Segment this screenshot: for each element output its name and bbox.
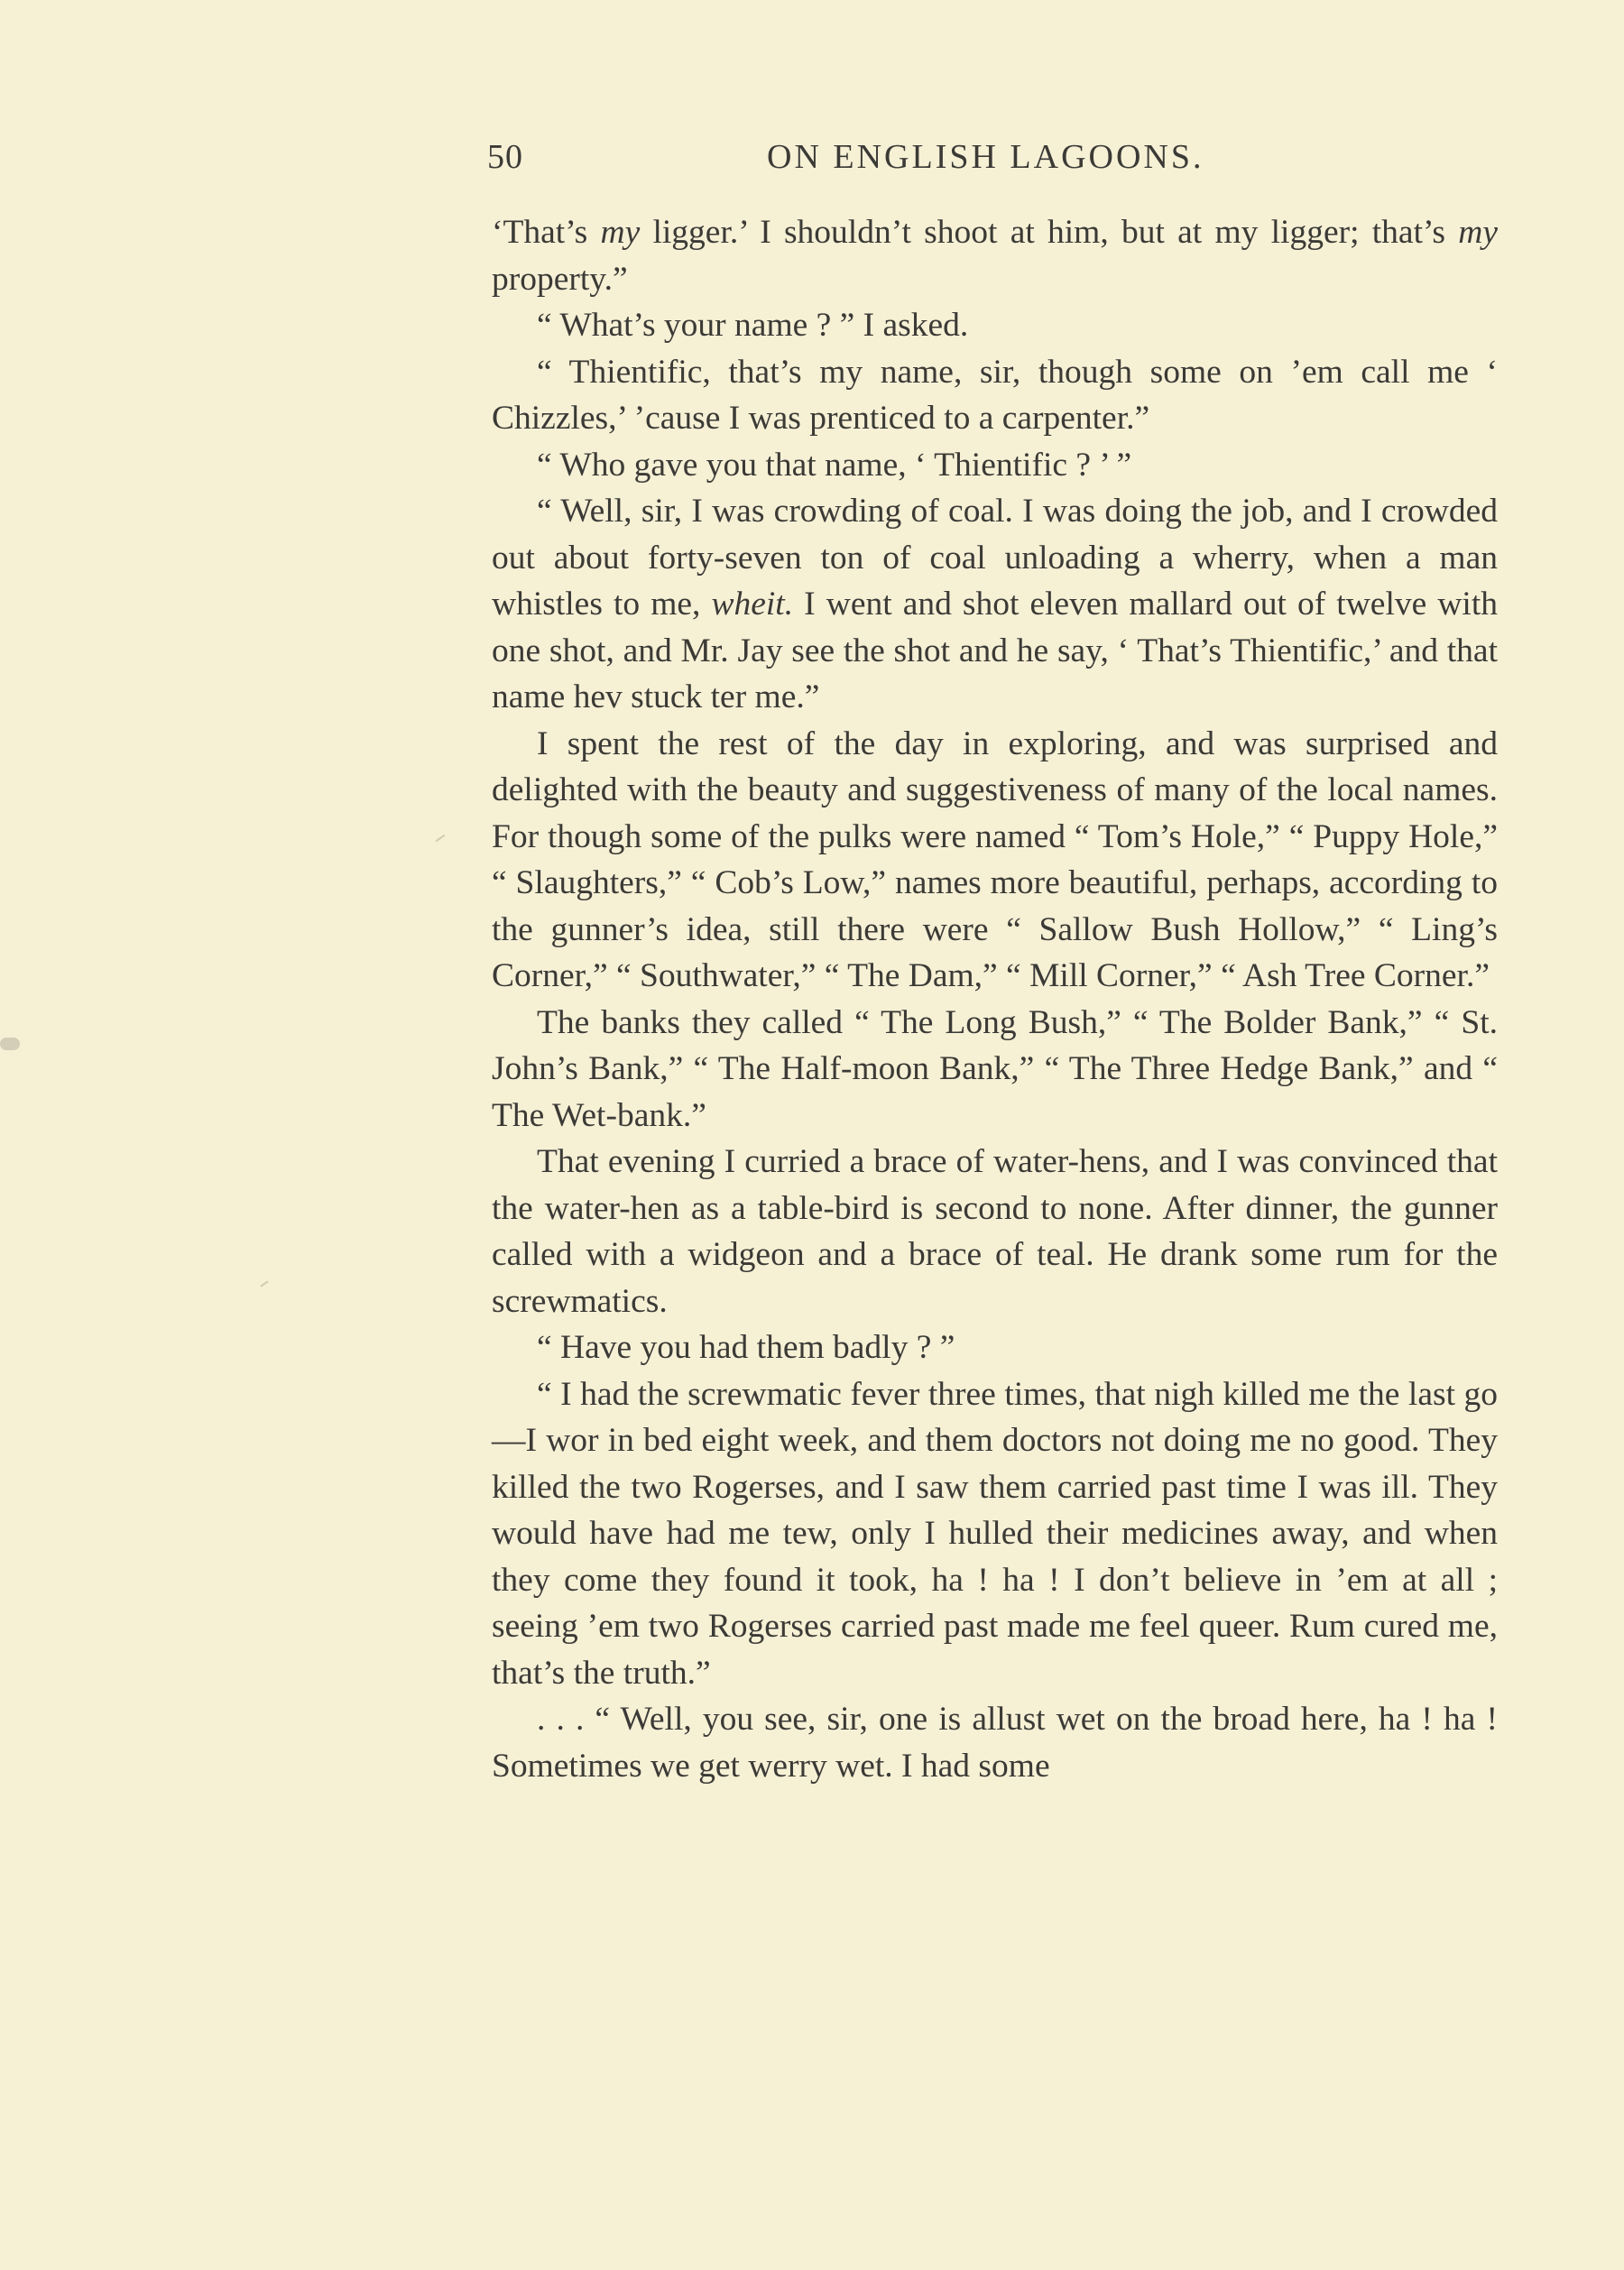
paragraph-4: “ Who gave you that name, ‘ Thientific ? ’ ” <box>537 446 1132 484</box>
margin-smudge <box>0 1038 20 1050</box>
paragraph-3: “ Thientific, that’s my name, sir, though some on ’em call me ‘ Chizzles,’ ’cause I was prenticed to a carpenter.” <box>492 353 1498 437</box>
paragraph-9: “ Have you had them badly ? ” <box>537 1329 955 1366</box>
paragraph-1: ‘That’s my ligger.’ I shouldn’t shoot at him, but at my ligger; that’s my property.” <box>492 214 1498 298</box>
paragraph-11: . . . “ Well, you see, sir, one is allust wet on the broad here, ha ! ha ! Sometimes we get werry wet. I had some <box>492 1701 1498 1785</box>
paragraph-5: “ Well, sir, I was crowding of coal. I was doing the job, and I crowded out about forty-seven ton of coal unloading a wherry, when a man whistles to me, wheit. I went and shot eleven mallard out of twelve with one shot, and Mr. Jay see the shot and he say, ‘ That’s Thientific,’ and that name hev stuck ter me.” <box>492 493 1498 715</box>
pencil-mark <box>436 835 446 843</box>
paragraph-6: I spent the rest of the day in exploring, and was surprised and delighted with the beauty and suggestiveness of many of the local names. For though some of the pulks were named “ Tom’s Hole,” “ Puppy Hole,” “ Slaughters,” “ Cob’s Low,” names more beautiful, perhaps, according to the gunner’s idea, still there were “ Sallow Bush Hollow,” “ Ling’s Corner,” “ Southwater,” “ The Dam,” “ Mill Corner,” “ Ash Tree Corner.” <box>492 724 1498 994</box>
body-text <box>492 209 1498 1789</box>
paragraph-10: “ I had the screwmatic fever three times, that nigh killed me the last go—I wor in bed eight week, and them doctors not doing me no good. They killed the two Rogerses, and I saw them carried past time I was ill. They would have had me tew, only I hulled their medicines away, and when they come they found it took, ha ! ha ! I don’t believe in ’em at all ; seeing ’em two Rogerses carried past made me feel queer. Rum cured me, that’s the truth.” <box>492 1375 1498 1692</box>
page-number: 50 <box>487 138 523 176</box>
running-head: ON ENGLISH LAGOONS. <box>767 138 1204 176</box>
paragraph-2: “ What’s your name ? ” I asked. <box>537 307 969 344</box>
page-header <box>487 137 1498 191</box>
paragraph-7: The banks they called “ The Long Bush,” “ The Bolder Bank,” “ St. John’s Bank,” “ The Half-moon Bank,” “ The Three Hedge Bank,” and “ The Wet-bank.” <box>492 1003 1498 1134</box>
pencil-mark <box>260 1280 268 1287</box>
paragraph-8: That evening I curried a brace of water-hens, and I was convinced that the water-hen as a table-bird is second to none. After dinner, the gunner called with a widgeon and a brace of teal. He drank some rum for the screwmatics. <box>492 1143 1498 1320</box>
